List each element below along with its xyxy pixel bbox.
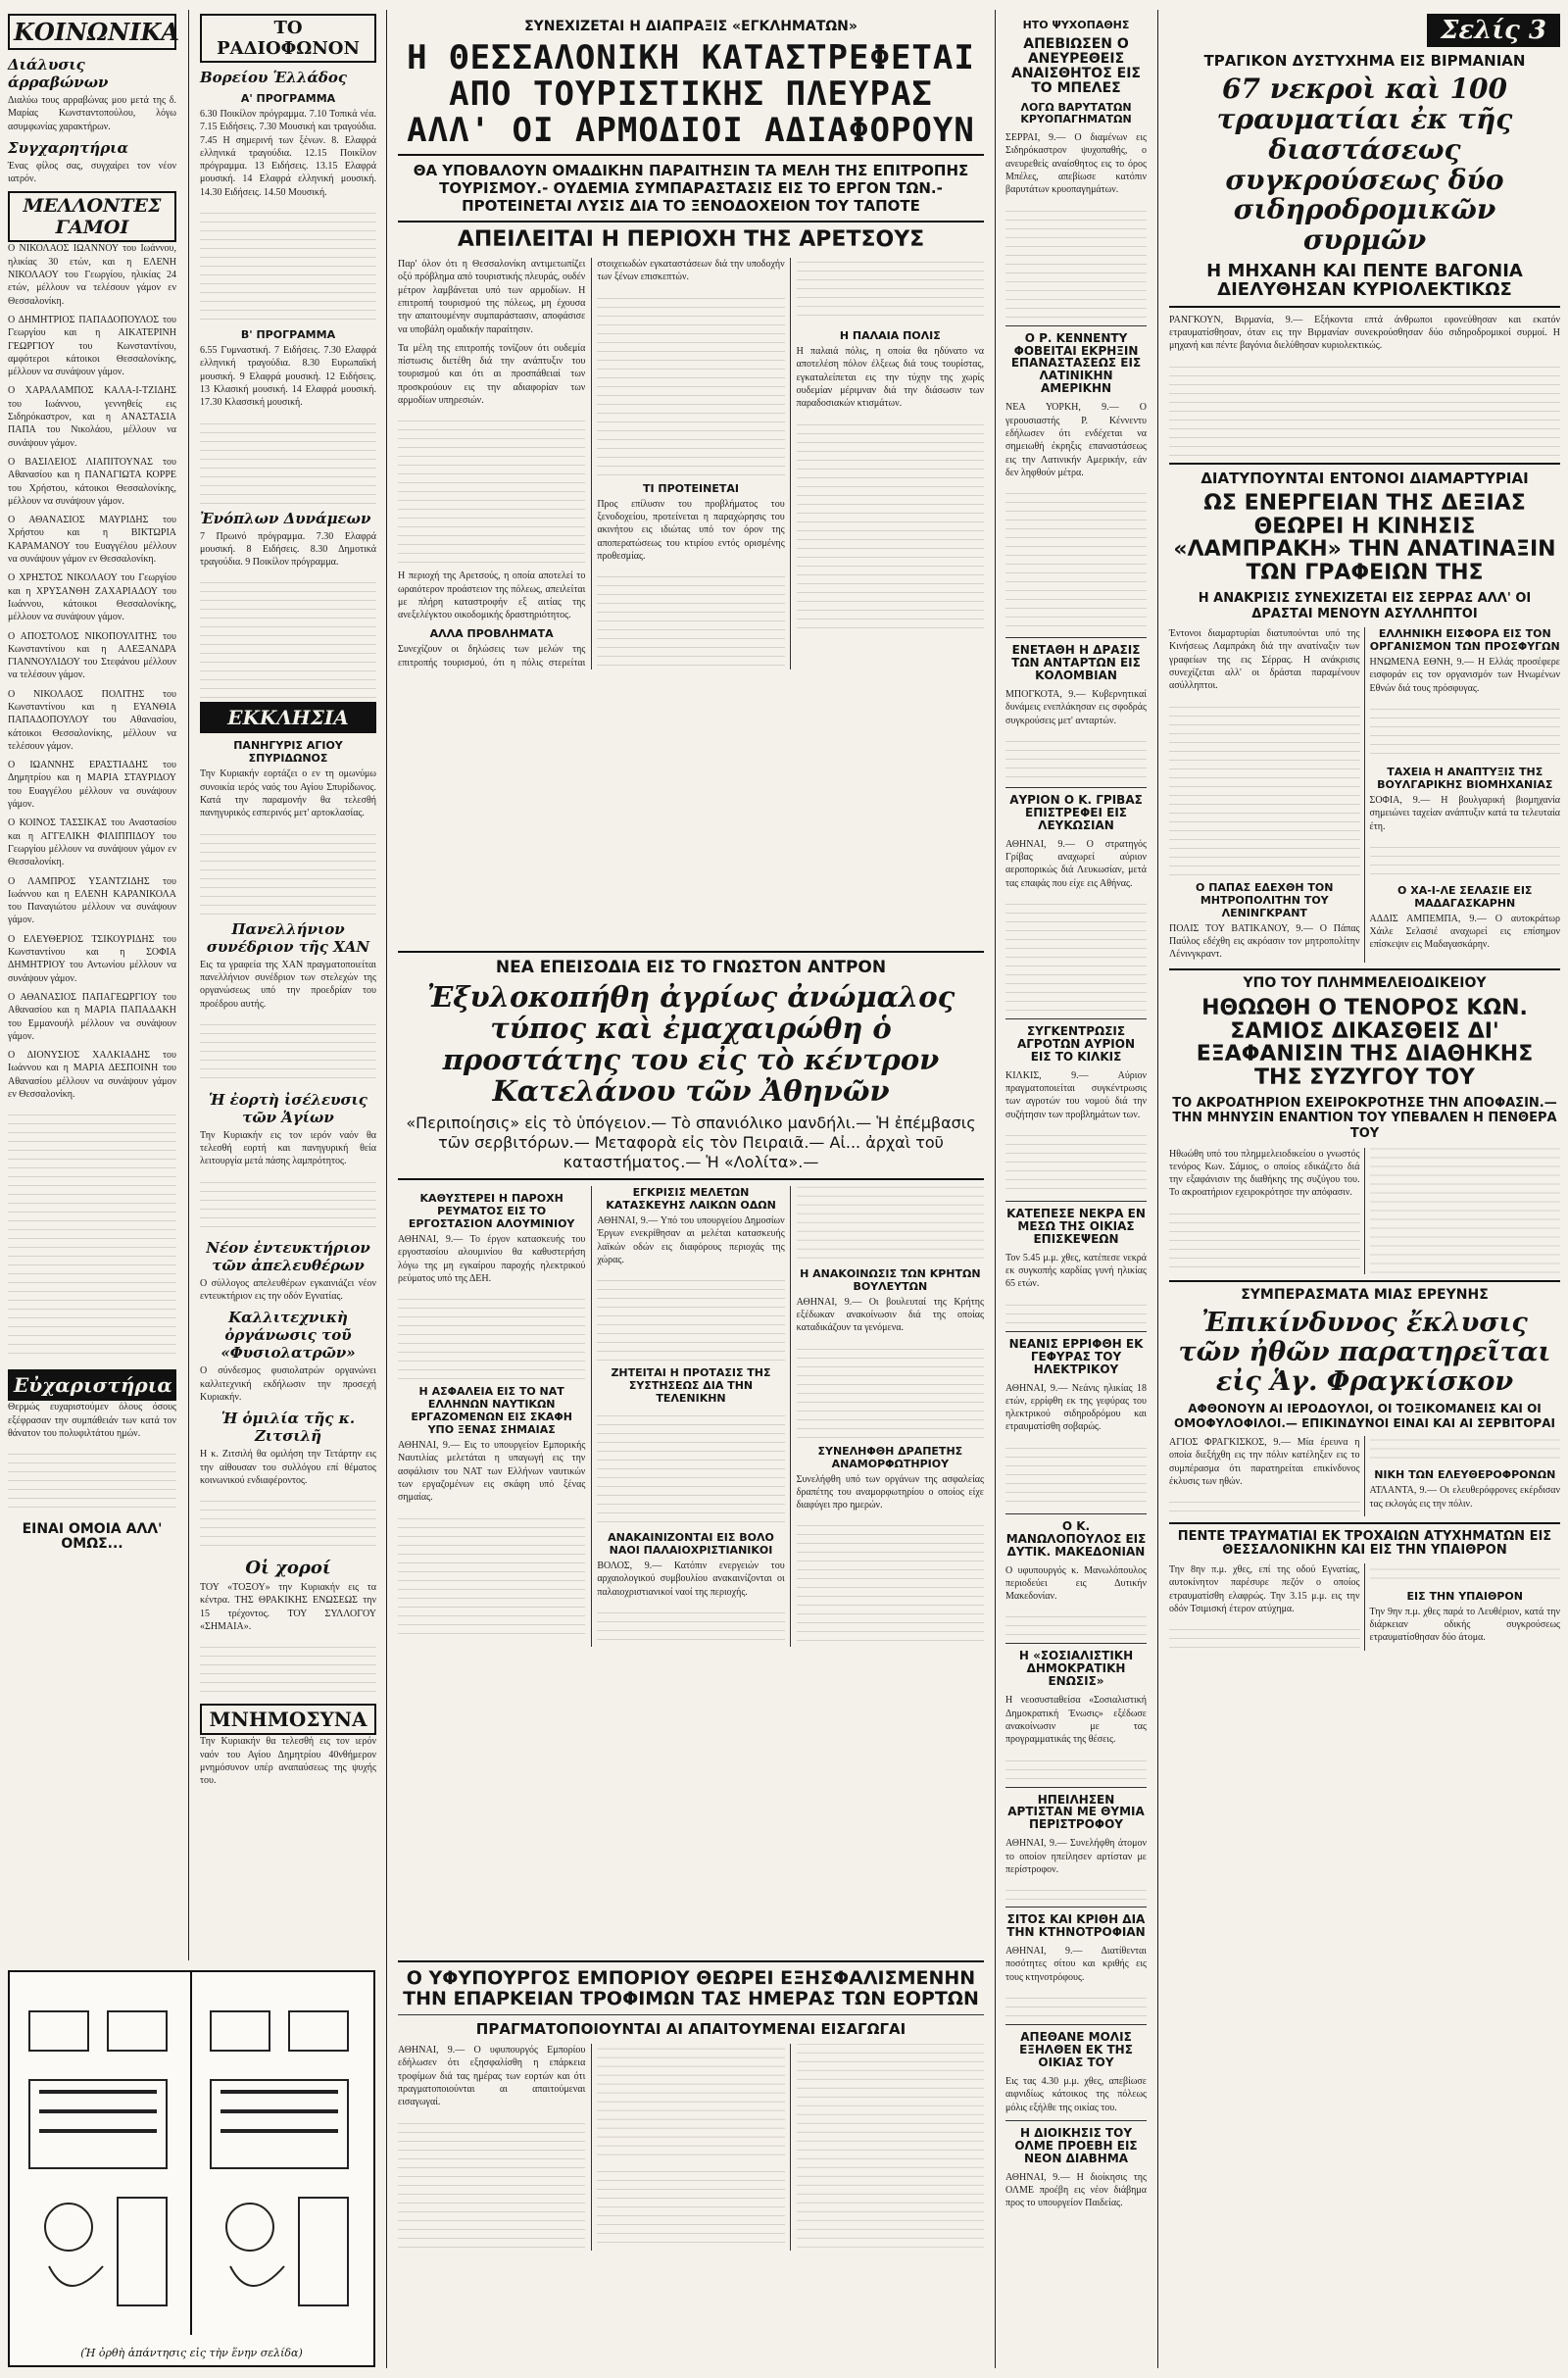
text-block-filler [8,1107,176,1362]
lead-subheadline: ΑΠΕΙΛΕΙΤΑΙ Η ΠΕΡΙΟΧΗ ΤΗΣ ΑΡΕΤΣΟΥΣ [457,227,925,253]
article-paragraph: Συνελήφθη υπό των οργάνων της ασφαλείας δραπέτης του αναμορφωτηρίου ο οποίος είχε διαφύγει προ ημερών. [796,1473,984,1511]
rule [1005,2024,1147,2025]
rule [1005,2120,1147,2121]
text-block-filler [398,1511,585,1638]
brief-headline: ΝΕΑΝΙΣ ΕΡΡΙΦΘΗ ΕΚ ΓΕΦΥΡΑΣ ΤΟΥ ΗΛΕΚΤΡΙΚΟΥ [1008,1336,1144,1376]
wedding-notice: Ο ΑΘΑΝΑΣΙΟΣ ΜΑΥΡΙΔΗΣ του Χρήστου και η ΒΙΚΤΩΡΙΑ ΚΑΡΑΜΑΝΟΥ του Ευαγγέλου μέλλουν να συνάψουν γάμον εν Θεσσαλονίκη. [8,515,176,566]
text-block-filler [1005,1440,1147,1509]
rule [398,221,984,223]
church-notice: Ο σύλλογος απελευθέρων εγκαινιάζει νέον εντευκτήριον εις την οδόν Εγνατίας. [200,1277,376,1303]
lead-kicker: ΣΥΝΕΧΙΖΕΤΑΙ Η ΔΙΑΠΡΑΞΙΣ «ΕΓΚΛΗΜΑΤΩΝ» [524,19,858,34]
subsection-feast: Ἡ ἐορτὴ ἰσέλευσις τῶν Ἁγίων [209,1090,368,1126]
wedding-notice: Ο ΙΩΑΝΝΗΣ ΕΡΑΣΤΙΑΔΗΣ του Δημητρίου και η ΜΑΡΙΑ ΣΤΑΥΡΙΔΟΥ του Ευαγγέλου μέλλουν να συνάψουν γάμον. [8,760,176,811]
subsection-clubhouse: Νέον ἐντευκτήριον τῶν ἀπελευθέρων [206,1238,370,1274]
wedding-notice: Ο ΧΡΗΣΤΟΣ ΝΙΚΟΛΑΟΥ του Γεωργίου και η ΧΡΥΣΑΝΘΗ ΖΑΧΑΡΙΑΔΟΥ του Ιωάννου, κάτοικοι Θεσσαλονίκης, μέλλουν να συνάψουν γάμον. [8,572,176,623]
brief-text: Ο υφυπουργός κ. Μανωλόπουλος περιοδεύει εις Δυτικήν Μακεδονίαν. [1005,1564,1147,1603]
brief-kicker: ΗΤΟ ΨΥΧΟΠΑΘΗΣ [1022,19,1130,31]
rule [1005,325,1147,326]
wedding-notice: Ο ΑΘΑΝΑΣΙΟΣ ΠΑΠΑΓΕΩΡΓΙΟΥ του Αθανασίου και η ΜΑΡΙΑ ΠΑΠΑΔΑΚΗ του Εμμανουήλ μέλλουν να συνάψουν γάμον. [8,991,176,1042]
brief-text: ΑΘΗΝΑΙ, 9.— Νεάνις ηλικίας 18 ετών, ερρίφθη εκ της γεφύρας του ηλεκτρικού σιδηροδρόμου και ετραυματίσθη σοβαρώς. [1005,1382,1147,1433]
text-block-filler [1005,1127,1147,1196]
lead-headline: Η ΘΕΣΣΑΛΟΝΙΚΗ ΚΑΤΑΣΤΡΕΦΕΤΑΙ ΑΠΟ ΤΟΥΡΙΣΤΙΚΗΣ ΠΛΕΥΡΑΣ ΑΛΛ' ΟΙ ΑΡΜΟΔΙΟΙ ΑΔΙΑΦΟΡΟΥΝ [407,38,975,150]
church-notice: Ο σύνδεσμος φυσιολατρών οργανώνει καλλιτεχνική εκδήλωσιν την προσεχή Κυριακήν. [200,1365,376,1403]
rule [1005,1643,1147,1644]
text-block-filler [200,1016,376,1085]
text-block-filler [1005,1609,1147,1638]
article-subhead: Ο ΧΑ-Ι-ΛΕ ΣΕΛΑΣΙΕ ΕΙΣ ΜΑΔΑΓΑΣΚΑΡΗΝ [1397,883,1533,910]
right-kicker: ΠΕΝΤΕ ΤΡΑΥΜΑΤΙΑΙ ΕΚ ΤΡΟΧΑΙΩΝ ΑΤΥΧΗΜΑΤΩΝ ΕΙΣ ΘΕΣΣΑΛΟΝΙΚΗΝ ΚΑΙ ΕΙΣ ΤΗΝ ΥΠΑΙΘΡΟΝ [1177,1528,1552,1558]
text-block-filler [1370,839,1561,878]
article-paragraph: Η περιοχή της Αρετσούς, η οποία αποτελεί το ωραιότερον προάστειον της πόλεως, απειλείται με πλήρη καταστροφήν εξ αιτίας της ανεξελέγκτου οικοδομικής δραστηριότητος. [398,570,586,621]
wedding-notice: Ο ΕΛΕΥΘΕΡΙΟΣ ΤΣΙΚΟΥΡΙΔΗΣ του Κωνσταντίνου και η ΣΟΦΙΑ ΔΗΜΗΤΡΙΟΥ του Αντωνίου μέλλουν να συνάψουν γάμον. [8,933,176,984]
section-title-church: ΕΚΚΛΗΣΙΑ [200,702,376,733]
rule [1005,1787,1147,1788]
rule [1005,1331,1147,1332]
subsection-lecture: Ἡ ὁμιλία τῆς κ. Ζιτσιλῆ [220,1410,356,1446]
brief-text: ΑΘΗΝΑΙ, 9.— Η διοίκησις της ΟΛΜΕ προέβη εις νέον διάβημα προς το υπουργείον Παιδείας. [1005,2171,1147,2209]
column-radio-church [192,0,384,1960]
right-body-columns [1169,1148,1560,1275]
section-title-thanks: Εὐχαριστήρια [8,1369,176,1401]
subsection-armed-forces: Ἐνόπλων Δυνάμεων [200,509,371,527]
article-paragraph: ΑΘΗΝΑΙ, 9.— Υπό του υπουργείου Δημοσίων Έργων ενεκρίθησαν αι μελέται κατασκευής λαϊκών οδών εις διαφόρους περιοχάς της χώρας. [597,1214,785,1265]
rule [1169,306,1560,308]
text-block-filler [797,417,984,632]
text-block-filler [597,290,784,476]
article-subhead: ΚΑΘΥΣΤΕΡΕΙ Η ΠΑΡΟΧΗ ΡΕΥΜΑΤΟΣ ΕΙΣ ΤΟ ΕΡΓΟΣΤΑΣΙΟΝ ΑΛΟΥΜΙΝΙΟΥ [408,1191,575,1230]
rule [398,1178,984,1180]
article-paragraph: Η παλαιά πόλις, η οποία θα ηδύνατο να αποτελέση πόλον έλξεως διά τους τουρίστας, εγκαταλείπεται εις την τύχην της χωρίς ουδεμίαν μέριμναν διά την διάσωσιν των παραδοσιακών κτισμάτων. [796,346,984,410]
page-number: Σελίς 3 [1427,14,1560,47]
wedding-notice: Ο ΝΙΚΟΛΑΟΣ ΠΟΛΙΤΗΣ του Κωνσταντίνου και η ΕΥΑΝΘΙΑ ΠΑΠΑΔΟΠΟΥΛΟΥ του Αθανασίου, κάτοικοι Θεσσαλονίκης, μέλλουν να τελέσουν γάμον. [8,688,176,752]
article-paragraph: Την 8ην π.μ. χθες, επί της οδού Εγνατίας, αυτοκίνητον παρέσυρε πεζόν ο οποίος ετραυματίσθη ελαφρώς. Την 3.15 μ.μ. εις την οδόν Τσιμισκή έτερον ατύχημα. [1169,1564,1360,1614]
article-subhead: ΕΓΚΡΙΣΙΣ ΜΕΛΕΤΩΝ ΚΑΤΑΣΚΕΥΗΣ ΛΑΙΚΩΝ ΟΔΩΝ [606,1185,776,1212]
article-paragraph: Συνεχίζουν οι δηλώσεις των μελών της επιτροπής τουρισμού, ότι η πόλις στερείται στοιχειωδών εγκαταστάσεων διά την υποδοχήν των ξένων επισκεπτών. [398,259,785,669]
right-deck: ΑΦΘΟΝΟΥΝ ΑΙ ΙΕΡΟΔΟΥΛΟΙ, ΟΙ ΤΟΞΙΚΟΜΑΝΕΙΣ ΚΑΙ ΟΙ ΟΜΟΦΥΛΟΦΙΛΟΙ.— ΕΠΙΚΙΝΔΥΝΟΙ ΕΙΝΑΙ ΚΑΙ ΑΙ ΣΕΡΒΙΤΟΡΑΙ [1174,1402,1555,1430]
rule [1005,1018,1147,1019]
subsection-engagement: Διάλυσις άρραβώνων [8,56,109,91]
article-paragraph: ΑΤΛΑΝΤΑ, 9.— Οι ελευθερόφρονες εκέρδισαν τας εκλογάς εις την πόλιν. [1369,1485,1560,1510]
article-paragraph: Την 9ην π.μ. χθες παρά το Λευθέριον, κατά την διάρκειαν οδικής συγκρούσεως ετραυματίσθησαν δύο άτομα. [1369,1606,1560,1644]
text-block-filler [1005,896,1147,1014]
rule [398,2014,984,2015]
radio-schedule: 7 Πρωινό πρόγραμμα. 7.30 Ελαφρά μουσική. 8 Ειδήσεις. 8.30 Δημοτικά τραγούδια. 9 Ποικίλον πρόγραμμα. [200,530,376,569]
church-notice: ΤΟΥ «ΤΟΞΟΥ» την Κυριακήν εις τα κέντρα. ΤΗΣ ΘΡΑΚΙΚΗΣ ΕΝΩΣΕΩΣ την 15 τρέχοντος. ΤΟΥ ΣΥΛΛΟΓΟΥ «ΣΗΜΑΙΑ». [200,1582,376,1632]
brief-text: Τον 5.45 μ.μ. χθες, κατέπεσε νεκρά εκ συγκοπής καρδίας γυνή ηλικίας 65 ετών. [1005,1252,1147,1290]
church-notice: Την Κυριακήν εις τον ιερόν ναόν θα τελεσθή εορτή και πανηγυρική θεία λειτουργία μετά πάσης λαμπρότητος. [200,1129,376,1167]
article-paragraph: Ηθωώθη υπό του πλημμελειοδικείου ο γνωστός τενόρος Κων. Σάμιος, ο οποίος εδικάζετο διά την εξαφάνισιν της διαθήκης της συζύγου του. Το ακροατήριον εχειροκρότησε την απόφασιν. [1169,1148,1360,1199]
lead-deck: ΘΑ ΥΠΟΒΑΛΟΥΝ ΟΜΑΔΙΚΗΝ ΠΑΡΑΙΤΗΣΙΝ ΤΑ ΜΕΛΗ ΤΗΣ ΕΠΙΤΡΟΠΗΣ ΤΟΥΡΙΣΜΟΥ.- ΟΥΔΕΜΙΑ ΣΥΜΠΑΡΑΣΤΑΣΙΣ ΕΙΣ ΤΟ ΕΡΓΟΝ ΤΩΝ.- ΠΡΟΤΕΙΝΕΤΑΙ ΛΥΣΙΣ ΔΙΑ ΤΟ ΞΕΝΟΔΟΧΕΙΟΝ ΤΟΥ ΤΑΠΟΤΕ [413,162,969,216]
column-right [1161,0,1568,2378]
article-paragraph: Τα μέλη της επιτροπής τονίζουν ότι ουδεμία πίστωσις διετέθη διά την ανάπτυξιν του τουρισμού και ότι αι προσπάθειαί των προσκρούουν εις την αδιαφορίαν των αρμοδίων υπηρεσιών. [398,342,586,406]
rule [398,1960,984,1962]
subsection-congrats: Συγχαρητήρια [8,138,128,157]
rule [1169,1280,1560,1282]
text-block-filler [1005,1297,1147,1326]
right-deck: Η ΜΗΧΑΝΗ ΚΑΙ ΠΕΝΤΕ ΒΑΓΟΝΙΑ ΔΙΕΛΥΘΗΣΑΝ ΚΥΡΙΟΛΕΚΤΙΚΩΣ [1206,260,1523,301]
article-paragraph: ΑΔΔΙΣ ΑΜΠΕΜΠΑ, 9.— Ο αυτοκράτωρ Χάιλε Σελασιέ αναχωρεί εις επίσημον επίσκεψιν εις Μαδαγασκάρην. [1369,913,1560,951]
column-second-story [390,941,992,1882]
text-block-filler [200,574,376,702]
article-paragraph: ΑΘΗΝΑΙ, 9.— Οι βουλευταί της Κρήτης εξέδωκαν ανακοίνωσιν διά της οποίας καταδικάζουν τα γενόμενα. [796,1296,984,1334]
right-body-columns [1169,627,1560,963]
brief-headline: ΣΙΤΟΣ ΚΑΙ ΚΡΙΘΗ ΔΙΑ ΤΗΝ ΚΤΗΝΟΤΡΟΦΙΑΝ [1006,1912,1146,1940]
brief-headline: ΑΠΕΒΙΩΣΕΝ Ο ΑΝΕΥΡΕΘΕΙΣ ΑΝΑΙΣΘΗΤΟΣ ΕΙΣ ΤΟ ΜΠΕΛΕΣ [1010,35,1141,97]
wedding-notice: Ο ΒΑΣΙΛΕΙΟΣ ΛΙΑΠΙΤΟΥΝΑΣ του Αθανασίου και η ΠΑΝΑΓΙΩΤΑ ΚΟΡΡΕ του Χρήστου, κάτοικοι Θεσσαλονίκης, μέλλουν να συνάψουν γάμον. [8,456,176,507]
brief-text: ΚΙΛΚΙΣ, 9.— Αύριον πραγματοποιείται συγκέντρωσις των αγροτών του νομού διά την συζήτησιν των προβλημάτων των. [1005,1069,1147,1120]
right-body-columns [1169,1436,1560,1516]
article-paragraph: ΠΟΛΙΣ ΤΟΥ ΒΑΤΙΚΑΝΟΥ, 9.— Ο Πάπας Παύλος εδέχθη εις ακρόασιν τον μητροπολίτην Λένινγκραντ. [1169,922,1360,961]
wedding-notice: Ο ΚΟΙΝΟΣ ΤΑΣΣΙΚΑΣ του Αναστασίου και η ΑΓΓΕΛΙΚΗ ΦΙΛΙΠΠΙΔΟΥ του Γεωργίου μέλλουν να συνάψουν γάμον εν Θεσσαλονίκη. [8,817,176,868]
rule [1005,1201,1147,1202]
subsection-nature-lovers: Καλλιτεχνικὴ ὀργάνωσις τοῦ «Φυσιολατρῶν» [220,1309,356,1362]
rule [1169,1522,1560,1524]
text-block-filler [1005,1990,1147,2019]
food-headline: Ο ΥΦΥΠΟΥΡΓΟΣ ΕΜΠΟΡΙΟΥ ΘΕΩΡΕΙ ΕΞΗΣΦΑΛΙΣΜΕΝΗΝ ΤΗΝ ΕΠΑΡΚΕΙΑΝ ΤΡΟΦΙΜΩΝ ΤΑΣ ΗΜΕΡΑΣ ΤΩΝ ΕΟΡΤΩΝ [403,1967,979,2009]
section-title-weddings: ΜΕΛΛΟΝΤΕΣ ΓΑΜΟΙ [8,191,176,242]
article-paragraph: Παρ' όλον ότι η Θεσσαλονίκη αντιμετωπίζει οξύ πρόβλημα από τουριστικής πλευράς, ουδέν μέτρον λαμβάνεται υπό των αρμοδίων. Η επιτροπή τουρισμού της πόλεως, μη έχουσα την απαιτουμένην συμπαράστασιν, αποφάσισε να υποβάλη ομαδικήν παραίτησιν. [398,259,586,335]
radio-schedule: 6.30 Ποικίλον πρόγραμμα. 7.10 Τοπικά νέα. 7.15 Ειδήσεις. 7.30 Μουσική και τραγούδια. 7.45 Η σημερινή των ξένων. 8. Ελαφρά ελληνικά τραγούδια. 12.15 Ποικίλον πρόγραμμα. 13 Ειδήσεις. 13.15 Ελαφρά μουσική. 14 Ελαφρά ελληνική μουσική. 14.30 Ειδήσεις. 14.50 Μουσική. [200,109,376,198]
brief-headline: Η ΔΙΟΙΚΗΣΙΣ ΤΟΥ ΟΛΜΕ ΠΡΟΕΒΗ ΕΙΣ ΝΕΟΝ ΔΙΑΒΗΜΑ [1014,2125,1138,2165]
article-subhead: ΤΑΧΕΙΑ Η ΑΝΑΠΤΥΞΙΣ ΤΗΣ ΒΟΥΛΓΑΡΙΚΗΣ ΒΙΟΜΗΧΑΝΙΑΣ [1377,766,1553,791]
rule [1005,1513,1147,1514]
text-block-filler [1005,1882,1147,1902]
rule [398,951,984,953]
section-title-radio: ΤΟ ΡΑΔΙΟΦΩΝΟΝ [200,14,376,63]
column-briefs [998,0,1154,2378]
section-title-social: ΚΟΙΝΩΝΙΚΑ [8,14,176,50]
text-block-filler [1169,699,1360,875]
right-headline: ΩΣ ΕΝΕΡΓΕΙΑΝ ΤΗΣ ΔΕΞΙΑΣ ΘΕΩΡΕΙ Η ΚΙΝΗΣΙΣ «ΛΑΜΠΡΑΚΗ» ΤΗΝ ΑΝΑΤΙΝΑΞΙΝ ΤΩΝ ΓΡΑΦΕΙΩΝ ΤΗΣ [1173,490,1556,586]
subsection-radio-station: Βορείου Ἑλλάδος [200,69,348,86]
brief-headline: ΚΑΤΕΠΕΣΕ ΝΕΚΡΑ ΕΝ ΜΕΣΩ ΤΗΣ ΟΙΚΙΑΣ ΕΠΙΣΚΕΨΕΩΝ [1006,1206,1146,1246]
notice-text: Ένας φίλος σας, συγχαίρει τον νέον ιατρόν. [8,160,176,185]
text-block-filler [200,1174,376,1233]
lead-body-columns [398,258,984,669]
subsection-dances: Οἱ χοροί [245,1558,331,1579]
text-block-filler [597,1272,784,1361]
brief-headline: Ο Κ. ΜΑΝΩΛΟΠΟΥΛΟΣ ΕΙΣ ΔΥΤΙΚ. ΜΑΚΕΔΟΝΙΑΝ [1005,1518,1147,1559]
subsection-xan: Πανελλήνιον συνέδριον τῆς ΧΑΝ [206,919,370,956]
article-paragraph: ΒΟΛΟΣ, 9.— Κατόπιν ενεργειών του αρχαιολογικού συμβουλίου ανακαινίζονται οι παλαιοχριστιανικοί ναοί της περιοχής. [597,1561,785,1598]
brief-headline: Η «ΣΟΣΙΑΛΙΣΤΙΚΗ ΔΗΜΟΚΡΑΤΙΚΗ ΕΝΩΣΙΣ» [1018,1649,1134,1689]
column-divider [1157,10,1158,2368]
brief-text: ΑΘΗΝΑΙ, 9.— Ο στρατηγός Γρίβας αναχωρεί αύριον αεροπορικώς διά Λευκωσίαν, μετά τας επαφάς που είχε εις Αθήνας. [1005,838,1147,889]
brief-text: ΑΘΗΝΑΙ, 9.— Συνελήφθη άτομον το οποίον ηπείλησεν αρτίσταν με περίστροφον. [1005,1838,1147,1875]
radio-schedule: 6.55 Γυμναστική. 7 Ειδήσεις. 7.30 Ελαφρά ελληνική τραγούδια. 8.30 Ευρωπαϊκή μουσική. 9 Ελαφρά μουσική. 12 Ειδήσεις. 13 Κλασική μουσική. 14 Ελαφρά μουσική. 17.30 Κλασσική μουσική. [200,345,376,409]
right-kicker: ΣΥΜΠΕΡΑΣΜΑΤΑ ΜΙΑΣ ΕΡΕΥΝΗΣ [1241,1287,1489,1304]
brief-text: ΝΕΑ ΥΟΡΚΗ, 9.— Ο γερουσιαστής Ρ. Κέννεντυ εδήλωσεν ότι ενδέχεται να σημειωθή έκρηξις επαναστάσεως εις την Λατινικήν Αμερικήν, εάν δεν ληφθούν μέτρα. [1005,402,1147,478]
article-paragraph: ΣΟΦΙΑ, 9.— Η βουλγαρική βιομηχανία σημειώνει ταχείαν ανάπτυξιν κατά τα τελευταία έτη. [1369,795,1560,832]
article-paragraph: ΑΘΗΝΑΙ, 9.— Το έργον κατασκευής του εργοστασίου αλουμινίου θα καθυστερήση λόγω της μη εγκαίρου παροχής ηλεκτρικού ρεύματος υπό της ΔΕΗ. [398,1233,586,1284]
second-kicker: ΝΕΑ ΕΠΕΙΣΟΔΙΑ ΕΙΣ ΤΟ ΓΝΩΣΤΟΝ ΑΝΤΡΟΝ [495,958,887,977]
rule [1005,637,1147,638]
text-block-filler [1169,359,1560,457]
church-notice: Την Κυριακήν εορτάζει ο εν τη ομωνύμω συνοικία ιερός ναός του Αγίου Σπυρίδωνος. Κατά την παραμονήν θα τελεσθή πανηγυρικός εσπερινός μετ' αρτοκλασίας. [200,768,376,819]
church-notice: Εις τα γραφεία της ΧΑΝ πραγματοποιείται πανελλήνιον συνέδριον των στελεχών της οργανώσεως υπό την προεδρίαν του προέδρου αυτής. [200,959,376,1010]
wedding-notice: Ο ΛΑΜΠΡΟΣ ΥΣΑΝΤΖΙΔΗΣ του Ιωάννου και η ΕΛΕΝΗ ΚΑΡΑΝΙΚΟΛΑ του Παναγιώτου μέλλουν να συνάψουν γάμον. [8,875,176,926]
right-kicker: ΔΙΑΤΥΠΟΥΝΤΑΙ ΕΝΤΟΝΟΙ ΔΙΑΜΑΡΤΥΡΙΑΙ [1200,469,1529,487]
article-paragraph: ΑΓΙΟΣ ΦΡΑΓΚΙΣΚΟΣ, 9.— Μία έρευνα η οποία διεξήχθη εις την πόλιν κατέληξεν εις το συμπέρασμα ότι παρατηρείται επικίνδυνος έκλυσις των ηθών. [1169,1437,1360,1487]
program-b-title: Β' ΠΡΟΓΡΑΜΜΑ [240,328,336,342]
cartoon-caption: (Ἡ ὀρθὴ ἀπάντησις εἰς τὴν ἕνην σελίδα) [80,2347,303,2359]
right-deck: Η ΑΝΑΚΡΙΣΙΣ ΣΥΝΕΧΙΖΕΤΑΙ ΕΙΣ ΣΕΡΡΑΣ ΑΛΛ' ΟΙ ΔΡΑΣΤΑΙ ΜΕΝΟΥΝ ΑΣΥΛΛΗΠΤΟΙ [1198,590,1532,621]
right-headline: 67 νεκροὶ καὶ 100 τραυματίαι ἐκ τῆς διαστάσεως συγκρούσεως δύο σιδηροδρομικῶν συρμῶν [1216,73,1513,257]
text-block-filler [1005,485,1147,632]
article-subhead: ΑΛΛΑ ΠΡΟΒΛΗΜΑΤΑ [429,627,554,641]
right-headline: ΗΘΩΩΘΗ Ο ΤΕΝΟΡΟΣ ΚΩΝ. ΣΑΜΙΟΣ ΔΙΚΑΣΘΕΙΣ ΔΙ' ΕΞΑΦΑΝΙΣΙΝ ΤΗΣ ΔΙΑΘΗΚΗΣ ΤΗΣ ΣΥΖΥΓΟΥ ΤΟΥ [1196,995,1534,1090]
cartoon-title: ΕΙΝΑΙ ΟΜΟΙΑ ΑΛΛ' ΟΜΩΣ... [22,1521,163,1553]
section-title-memorials: ΜΝΗΜΟΣΥΝΑ [200,1704,376,1735]
article-subhead: Η ΑΣΦΑΛΕΙΑ ΕΙΣ ΤΟ ΝΑΤ ΕΛΛΗΝΩΝ ΝΑΥΤΙΚΩΝ ΕΡΓΑΖΟΜΕΝΩΝ ΕΙΣ ΣΚΑΦΗ ΥΠΟ ΞΕΝΑΣ ΣΗΜΑΙΑΣ [411,1385,572,1437]
brief-headline: ΗΠΕΙΛΗΣΕΝ ΑΡΤΙΣΤΑΝ ΜΕ ΘΥΜΙΑ ΠΕΡΙΣΤΡΟΦΟΥ [1007,1792,1145,1832]
article-paragraph: ΗΝΩΜΕΝΑ ΕΘΝΗ, 9.— Η Ελλάς προσέφερε εισφοράν εις τον οργανισμόν των Ηνωμένων Εθνών διά τους πρόσφυγας. [1369,657,1560,694]
wedding-notice: Ο ΔΙΟΝΥΣΙΟΣ ΧΑΛΚΙΑΔΗΣ του Ιωάννου και η ΜΑΡΙΑ ΔΕΣΠΟΙΝΗ του Αθανασίου μέλλουν να συνάψουν γάμον εν Θεσσαλονίκη. [8,1050,176,1100]
wedding-notice: Ο ΑΠΟΣΤΟΛΟΣ ΝΙΚΟΠΟΥΛΙΤΗΣ του Κωνσταντίνου και η ΑΛΕΞΑΝΔΡΑ ΓΙΑΝΝΟΥΛΙΔΟΥ του Στεφάνου μέλλουν να τελέσουν γάμον. [8,630,176,681]
church-notice: Η κ. Ζιτσιλή θα ομιλήση την Τετάρτην εις την αίθουσαν του συλλόγου επί θέματος κοινωνικού ενδιαφέροντος. [200,1449,376,1486]
text-block-filler [8,1446,176,1514]
brief-text: Η νεοσυσταθείσα «Σοσιαλιστική Δημοκρατική Ένωσις» εξέδωσε ανακοίνωσιν με τας προγραμματικάς της θέσεις. [1005,1695,1147,1746]
brief-headline: Ο Ρ. ΚΕΝΝΕΝΤΥ ΦΟΒΕΙΤΑΙ ΕΚΡΗΞΙΝ ΕΠΑΝΑΣΤΑΣΕΩΣ ΕΙΣ ΛΑΤΙΝΙΚΗΝ ΑΜΕΡΙΚΗΝ [1010,330,1142,396]
second-body-columns [398,1186,984,1647]
text-block-filler [1005,1753,1147,1782]
text-block-filler [398,413,585,570]
brief-headline: ΑΠΕΘΑΝΕ ΜΟΛΙΣ ΕΞΗΛΘΕΝ ΕΚ ΤΗΣ ΟΙΚΙΑΣ ΤΟΥ [1019,2030,1133,2069]
article-subhead: ΕΙΣ ΤΗΝ ΥΠΑΙΘΡΟΝ [1406,1589,1523,1603]
brief-text: ΜΠΟΓΚΟΤΑ, 9.— Κυβερνητικαί δυνάμεις ενεπλάκησαν εις σφοδράς συγκρούσεις μετ' ανταρτών. [1005,688,1147,726]
food-deck: ΠΡΑΓΜΑΤΟΠΟΙΟΥΝΤΑΙ ΑΙ ΑΠΑΙΤΟΥΜΕΝΑΙ ΕΙΣΑΓΩΓΑΙ [475,2020,906,2039]
text-block-filler [1370,701,1561,760]
text-block-filler [597,1408,784,1525]
text-block-filler [200,205,376,322]
column-divider [386,10,387,2368]
right-kicker: ΤΡΑΓΙΚΟΝ ΔΥΣΤΥΧΗΜΑ ΕΙΣ ΒΙΡΜΑΝΙΑΝ [1203,52,1526,70]
article-subhead: Η ΠΑΛΑΙΑ ΠΟΛΙΣ [839,329,941,343]
memorial-notice: Την Κυριακήν θα τελεσθή εις τον ιερόν ναόν του Αγίου Δημητρίου 40νθήμερον μνημόσυνον υπέρ αναπαύσεως της ψυχής του. [200,1736,376,1787]
article-paragraph: ΡΑΝΓΚΟΥΝ, Βιρμανία, 9.— Εξήκοντα επτά άνθρωποι εφονεύθησαν και εκατόν ετραυματίσθησαν, όταν εις την Βιρμανίαν συνεκρούσθησαν δύο σιδηροδρομικοί συρμοί. Η μηχανή και πέντε βαγόνια διελύθησαν κυριολεκτικώς. [1169,314,1560,352]
page-number-masthead [1169,14,1560,47]
column-divider [188,10,189,1960]
article-subhead: Η ΑΝΑΚΟΙΝΩΣΙΣ ΤΩΝ ΚΡΗΤΩΝ ΒΟΥΛΕΥΤΩΝ [800,1266,981,1293]
article-subhead: Ο ΠΑΠΑΣ ΕΔΕΧΘΗ ΤΟΝ ΜΗΤΡΟΠΟΛΙΤΗΝ ΤΟΥ ΛΕΝΙΝΓΚΡΑΝΤ [1196,880,1334,919]
second-headline: Ἐξυλοκοπήθη ἀγρίως ἀνώμαλος τύπος καὶ ἐμαχαιρώθη ὁ προστάτης του εἰς τὸ κέντρον Κατελάνου τῶν Ἀθηνῶν [426,980,956,1109]
food-body-columns [398,2044,984,2251]
notice-text: Θερμώς ευχαριστούμεν όλους όσους εξέφρασαν την συμπάθειάν των κατά τον θάνατον του πολυφιλτάτου ημών. [8,1402,176,1439]
right-body-columns [1169,1563,1560,1651]
text-block-filler [200,416,376,504]
right-headline: Ἐπικίνδυνος ἔκλυσις τῶν ἠθῶν παρατηρεῖται εἰς Ἁγ. Φραγκίσκον [1178,1308,1551,1397]
rule [1169,463,1560,465]
text-block-filler [200,826,376,915]
article-paragraph: Προς επίλυσιν του προβλήματος του ξενοδοχείου, προτείνεται η παραχώρησις του ακινήτου εις ιδιώτας υπό τον όρον της αποπερατώσεως του κτιρίου εντός ορισμένης προθεσμίας. [597,498,785,562]
text-block-filler [1005,733,1147,782]
brief-deck: ΛΟΓΩ ΒΑΡΥΤΑΤΩΝ ΚΡΥΟΠΑΓΗΜΑΤΩΝ [1020,101,1132,126]
wedding-notice: Ο ΝΙΚΟΛΑΟΣ ΙΩΑΝΝΟΥ του Ιωάννου, ηλικίας 30 ετών, και η ΕΛΕΝΗ ΝΙΚΟΛΑΟΥ του Γεωργίου, ηλικίας 24 ετών, μέλλουν να τελέσουν γάμον εν Θεσσαλονίκη. [8,243,176,307]
brief-headline: ΕΝΕΤΑΘΗ Η ΔΡΑΣΙΣ ΤΩΝ ΑΝΤΑΡΤΩΝ ΕΙΣ ΚΟΛΟΜΒΙΑΝ [1011,643,1141,682]
right-deck: ΤΟ ΑΚΡΟΑΤΗΡΙΟΝ ΕΧΕΙΡΟΚΡΟΤΗΣΕ ΤΗΝ ΑΠΟΦΑΣΙΝ.— ΤΗΝ ΜΗΝΥΣΙΝ ΕΝΑΝΤΙΟΝ ΤΟΥ ΥΠΕΒΑΛΕΝ Η ΠΕΝΘΕΡΑ ΤΟΥ [1172,1095,1557,1141]
brief-text: ΣΕΡΡΑΙ, 9.— Ο διαμένων εις Σιδηρόκαστρον ψυχοπαθής, ο ανευρεθείς αναίσθητος εις το όρος Μπέλες, απεβίωσε κατόπιν βαρυτάτων κρυοπαγημάτων. [1005,132,1147,196]
article-paragraph: ΑΘΗΝΑΙ, 9.— Ο υφυπουργός Εμπορίου εδήλωσεν ότι εξησφαλίσθη η επάρκεια τροφίμων διά τας ημέρας των εορτών και ότι πραγματοποιούνται αι απαιτούμεναι εισαγωγαί. [398,2045,586,2108]
article-subhead: ΣΥΝΕΛΗΦΘΗ ΔΡΑΠΕΤΗΣ ΑΝΑΜΟΡΦΩΤΗΡΙΟΥ [817,1444,963,1470]
rule [1169,968,1560,970]
cartoon-panel [8,1970,375,2367]
wedding-notice: Ο ΔΗΜΗΤΡΙΟΣ ΠΑΠΑΔΟΠΟΥΛΟΣ του Γεωργίου και η ΑΙΚΑΤΕΡΙΝΗ ΓΕΩΡΓΙΟΥ του Κωνσταντίνου, αμφότεροι κάτοικοι Θεσσαλονίκης, μέλλουν να συνάψουν γάμον. [8,314,176,378]
text-block-filler [1005,203,1147,321]
article-subhead: ΖΗΤΕΙΤΑΙ Η ΠΡΟΤΑΣΙΣ ΤΗΣ ΣΥΣΤΗΣΕΩΣ ΔΙΑ ΤΗΝ ΤΕΛΕΝΙΚΗΝ [611,1366,771,1406]
article-subhead: ΑΝΑΚΑΙΝΙΖΟΝΤΑΙ ΕΙΣ ΒΟΛΟ ΝΑΟΙ ΠΑΛΑΙΟΧΡΙΣΤΙΑΝΙΚΟΙ [608,1531,774,1558]
text-block-filler [797,1341,984,1439]
text-block-filler [200,1493,376,1552]
wedding-notice: Ο ΧΑΡΑΛΑΜΠΟΣ ΚΑΛΑ-Ι-ΤΖΙΔΗΣ του Ιωάννου, γεννηθείς εις Σιδηρόκαστρον, και η ΑΝΑΣΤΑΣΙΑ ΠΑΠΑ του Νικολάου, μέλλουν να συνάψουν γάμον. [8,385,176,449]
rule [1005,787,1147,788]
brief-text: Εις τας 4.30 μ.μ. χθες, απεβίωσε αιφνιδίως κάτοικος της πόλεως μόλις εξήλθε της οικίας του. [1005,2075,1147,2113]
church-subtitle: ΠΑΝΗΓΥΡΙΣ ΑΓΙΟΥ ΣΠΥΡΙΔΩΝΟΣ [233,739,343,766]
cartoon-drawing-icon [10,1972,373,2335]
column-lead-story [390,0,992,1019]
right-kicker: ΥΠΟ ΤΟΥ ΠΛΗΜΜΕΛΕΙΟΔΙΚΕΙΟΥ [1243,974,1487,991]
article-subhead: ΕΛΛΗΝΙΚΗ ΕΙΣΦΟΡΑ ΕΙΣ ΤΟΝ ΟΡΓΑΝΙΣΜΟΝ ΤΩΝ ΠΡΟΣΦΥΓΩΝ [1369,627,1560,654]
article-paragraph: Έντονοι διαμαρτυρίαι διατυπούνται υπό της Κινήσεως Λαμπράκη διά την ανατίναξιν των γραφείων της εις Σέρρας. Η ανάκρισις συνεχίζεται αλλ' οι δράσται παραμένουν ασύλληπτοι. [1169,628,1360,692]
column-food-story [390,1951,992,2372]
article-paragraph: ΑΘΗΝΑΙ, 9.— Εις το υπουργείον Εμπορικής Ναυτιλίας μελετάται η υπαγωγή εις την ασφάλισιν του ΝΑΤ των Ελλήνων ναυτικών των εργαζομένων εις σκάφη υπό ξένας σημαίας. [398,1440,586,1504]
rule [398,154,984,156]
second-deck: «Περιποίησις» εἰς τὸ ὑπόγειον.— Τὸ σπανιόλικο μανδήλι.— Ἡ ἐπέμβασις τῶν σερβιτόρων.— Μεταφορὰ εἰς τὸν Πειραιᾶ.— Αἰ... ἀρχαὶ τοῦ καταστήματος.— Ἡ «Λολίτα».— [406,1113,976,1171]
article-subhead: ΝΙΚΗ ΤΩΝ ΕΛΕΥΘΕΡΟΦΡΟΝΩΝ [1374,1468,1556,1482]
text-block-filler [398,1291,585,1379]
column-divider [995,10,996,2368]
text-block-filler [200,1639,376,1698]
notice-text: Διαλύω τους αρραβώνας μου μετά της δ. Μαρίας Κωνσταντοπούλου, λόγω ασυμφωνίας χαρακτήρων. [8,95,176,132]
brief-headline: ΣΥΓΚΕΝΤΡΩΣΙΣ ΑΓΡΟΤΩΝ ΑΥΡΙΟΝ ΕΙΣ ΤΟ ΚΙΛΚΙΣ [1016,1023,1136,1064]
article-subhead: ΤΙ ΠΡΟΤΕΙΝΕΤΑΙ [642,481,739,495]
text-block-filler [797,1517,984,1645]
program-a-title: Α' ΠΡΟΓΡΑΜΜΑ [240,92,336,105]
brief-text: ΑΘΗΝΑΙ, 9.— Διατίθενται ποσότητες σίτου και κριθής εις τους κτηνοτρόφους. [1005,1946,1147,1983]
brief-headline: ΑΥΡΙΟΝ Ο Κ. ΓΡΙΒΑΣ ΕΠΙΣΤΡΕΦΕΙ ΕΙΣ ΛΕΥΚΩΣΙΑΝ [1009,792,1143,832]
